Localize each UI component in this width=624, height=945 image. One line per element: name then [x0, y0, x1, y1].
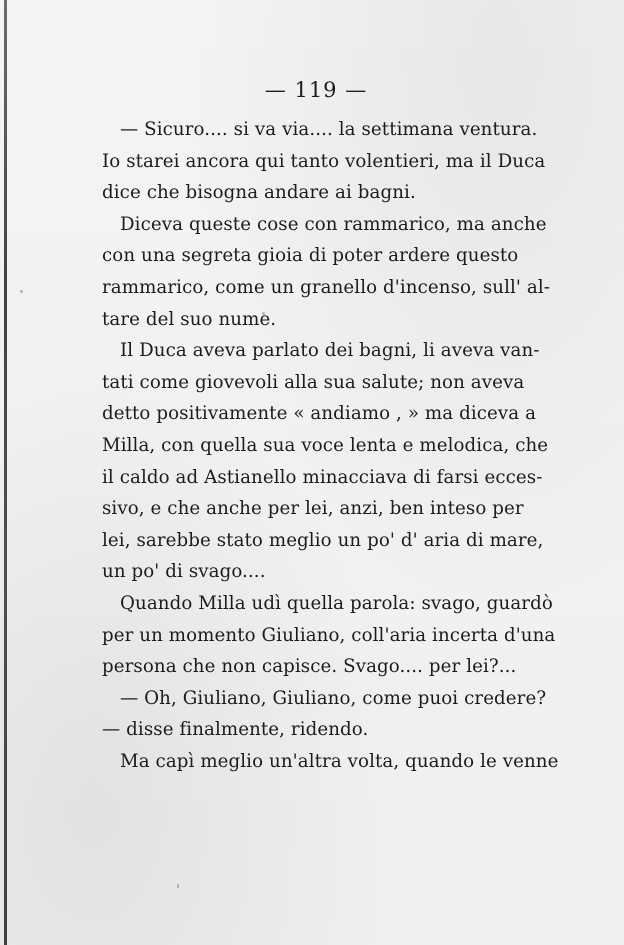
text-line: dice che bisogna andare ai bagni. — [102, 182, 416, 204]
text-line: Diceva queste cose con rammarico, ma anche — [120, 213, 547, 235]
text-line: tare del suo nume. — [102, 308, 277, 330]
text-line: Quando Milla udì quella parola: svago, guardò — [120, 592, 553, 614]
text-line: Io starei ancora qui tanto volentieri, ma il Duca — [102, 150, 546, 172]
text-line: per un momento Giuliano, coll'aria incerta d'una — [102, 624, 556, 646]
text-line: — disse finalmente, ridendo. — [102, 719, 369, 741]
paper-speck — [20, 290, 23, 293]
text-line: Il Duca aveva parlato dei bagni, li aveva van- — [120, 340, 540, 362]
text-line: — Sicuro.... si va via.... la settimana ventura. — [120, 119, 538, 140]
text-line: un po' di svago.... — [102, 561, 266, 583]
body-text — [102, 114, 559, 777]
text-line: — Oh, Giuliano, Giuliano, come puoi credere? — [120, 687, 547, 709]
paper-speck — [177, 884, 179, 888]
text-line: tati come giovevoli alla sua salute; non aveva — [102, 371, 525, 393]
text-line: il caldo ad Astianello minacciava di farsi ecces- — [102, 466, 543, 488]
text-line: lei, sarebbe stato meglio un po' d' aria di mare, — [102, 529, 544, 551]
text-line: rammarico, come un granello d'incenso, sull' al- — [102, 276, 550, 298]
paper-speck — [262, 312, 265, 315]
binding-edge — [4, 0, 7, 945]
text-line: sivo, e che anche per lei, anzi, ben inteso per — [102, 498, 524, 520]
text-line: persona che non capisce. Svago.... per lei?... — [102, 656, 517, 678]
text-line: detto positivamente « andiamo , » ma diceva a — [102, 403, 537, 425]
page-number: — 119 — — [264, 78, 368, 102]
text-line: con una segreta gioia di poter ardere questo — [102, 245, 519, 267]
text-line: Milla, con quella sua voce lenta e melodica, che — [102, 434, 549, 456]
text-line: Ma capì meglio un'altra volta, quando le venne — [120, 750, 559, 772]
